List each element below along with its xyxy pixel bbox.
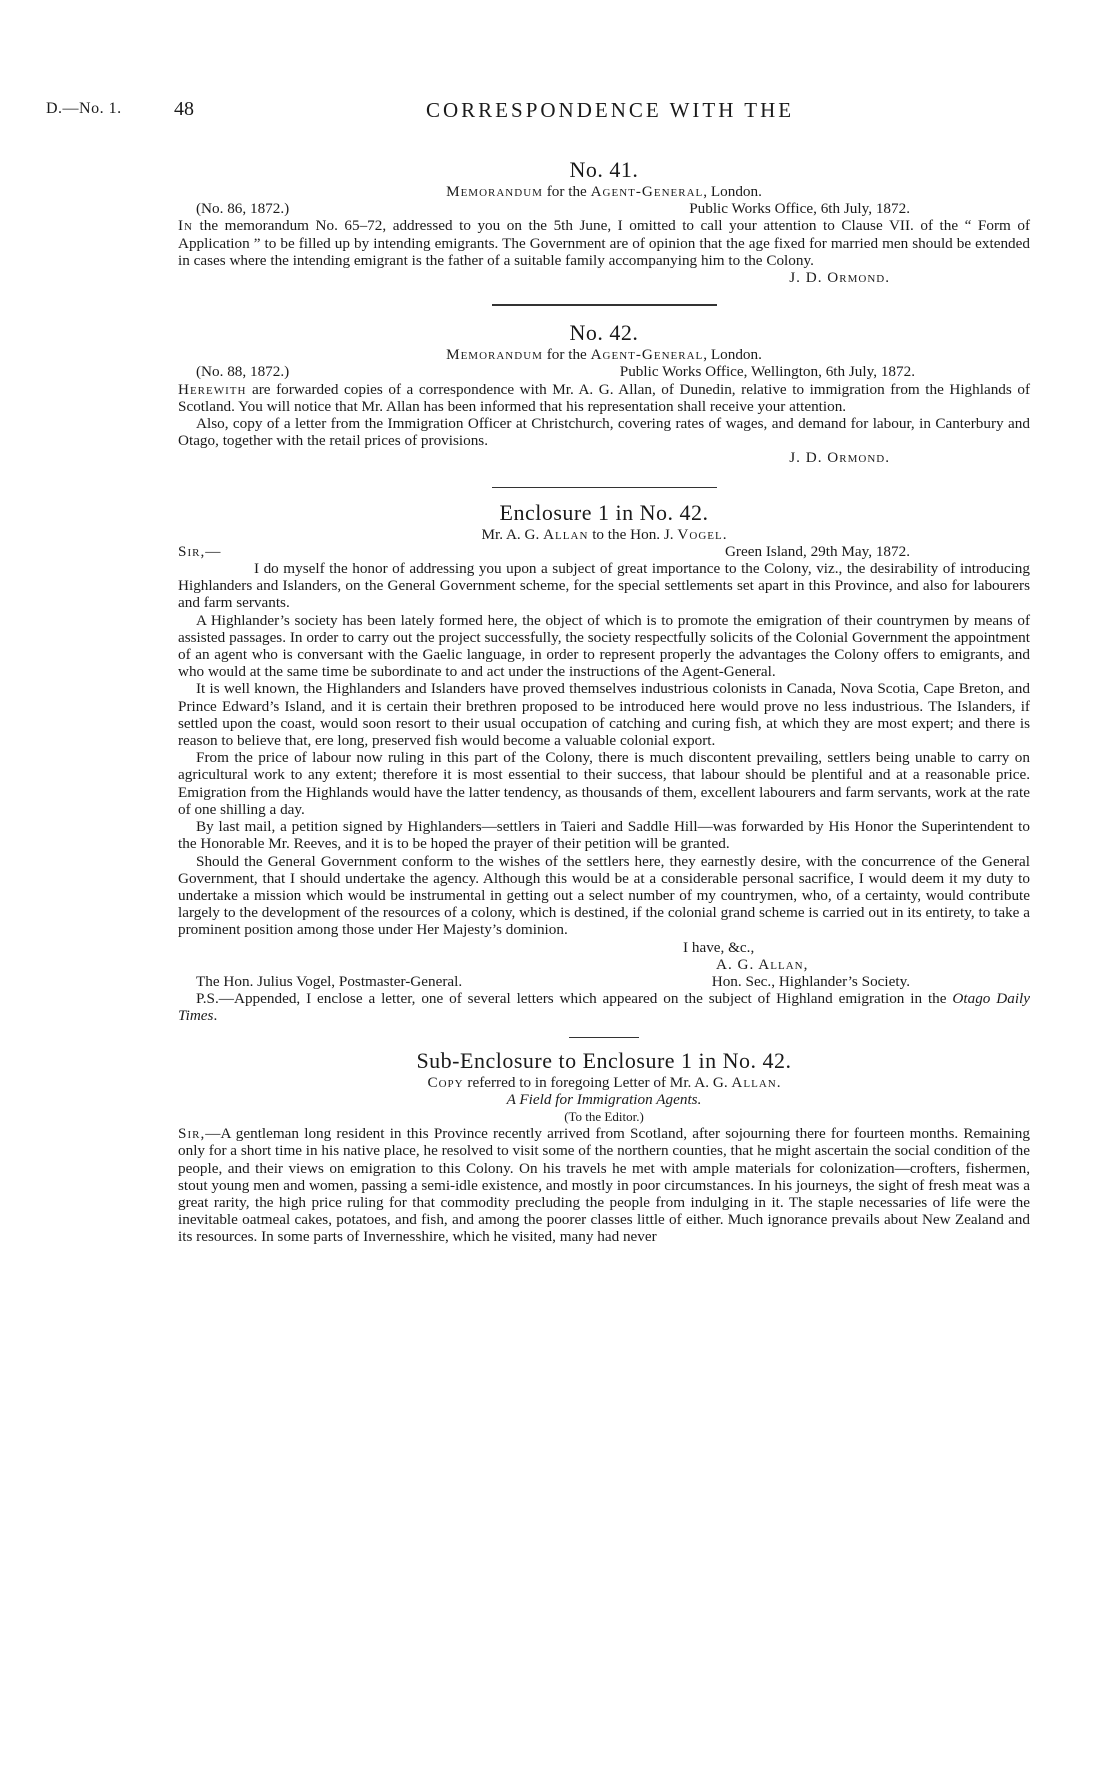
document-reference: D.—No. 1. — [46, 100, 122, 117]
memo-ref: (No. 86, 1872.) — [196, 200, 290, 218]
sub-enclosure — [178, 1048, 1030, 1246]
letter-place-date: Green Island, 29th May, 1872. — [724, 542, 910, 560]
section-divider — [492, 304, 717, 306]
sub-enclosure-heading: Sub-Enclosure to Enclosure 1 in No. 42. — [416, 1047, 792, 1073]
to-editor: (To the Editor.) — [564, 1108, 644, 1124]
letter-addressee: The Hon. Julius Vogel, Postmaster-General. — [196, 972, 463, 990]
memo-signature: J. D. Ormond. — [789, 269, 890, 287]
memo-ref-row — [178, 200, 1030, 217]
section-divider — [492, 487, 717, 488]
letter-signer: A. G. Allan, — [716, 955, 809, 973]
enclosure-from-to: Mr. A. G. Allan to the Hon. J. Vogel. — [481, 525, 727, 543]
enclosure-heading: Enclosure 1 in No. 42. — [499, 499, 709, 525]
letter-paragraph: By last mail, a petition signed by Highlanders—settlers in Taieri and Saddle Hill—was forwarded by His Honor the Superintendent to the Honorable Mr. Reeves, and it is to be hoped the prayer of their petition will be granted. — [178, 818, 1030, 853]
article-body: Sir,—A gentleman long resident in this Province recently arrived from Scotland, after sojourning there for fourteen months. Remaining only for a short time in his native place, he resolved to visit some of the northern counties, that he might ascertain the social condition of the people, and their views on emigration to this Colony. On his travels he met with ample materials for colonization—crofters, fishermen, stout young men and women, passing a semi-idle existence, and mostly in poor circumstances. In his journeys, the sight of fresh meat was a great rarity, the high price ruling for that commodity precluding the people from indulging in it. The staple necessaries of life were the inevitable oatmeal cakes, potatoes, and fish, and among the poorer classes little of either. Much ignorance prevails about New Zealand and its resources. In some parts of Invernesshire, which he visited, many had never — [178, 1125, 1030, 1246]
section-number: No. 42. — [569, 320, 639, 346]
memo-title: Memorandum for the Agent-General, London. — [446, 346, 762, 364]
letter-paragraph: I do myself the honor of addressing you upon a subject of great importance to the Colony, viz., the desirability of introducing Highlanders and Islanders, on the General Government scheme, for the special settlements set apart in this Province, and also for labourers and farm servants. — [178, 560, 1030, 612]
running-title: CORRESPONDENCE WITH THE — [426, 98, 795, 122]
memo-ref-row — [178, 363, 1030, 380]
memo-body: Herewith are forwarded copies of a correspondence with Mr. A. G. Allan, of Dunedin, relative to immigration from the Highlands of Scotland. You will notice that Mr. Allan has been informed that his representation shall receive your attention. — [178, 380, 1030, 415]
letter-paragraph: It is well known, the Highlanders and Islanders have proved themselves industrious colonists in Canada, Nova Scotia, Cape Breton, and Prince Edward’s Island, and it is certain their brethren proposed to be introduced here would prove no less industrious. The Islanders, if settled upon the coast, would soon resort to their usual occupation of catching and curing fish, at which they are most expert; and there is reason to believe that, ere long, preserved fish would become a valuable colonial export. — [178, 680, 1030, 750]
letter-closing: I have, &c., — [683, 938, 755, 956]
memo-signature: J. D. Ormond. — [789, 449, 890, 467]
page-number: 48 — [174, 98, 194, 120]
letter-paragraph: A Highlander’s society has been lately formed here, the object of which is to promote the emigration of their countrymen by means of assisted passages. In order to carry out the project successfully, the society respectfully solicits of the Colonial Government the appointment of an agent who is conversant with the Gaelic language, in order to represent properly the advantages the Colony offers to emigrants, and who would at the same time be subordinate to and act under the instructions of the Agent-General. — [178, 611, 1030, 681]
letter-footer-row — [178, 973, 1030, 990]
copy-reference: Copy referred to in foregoing Letter of Mr. A. G. Allan. — [427, 1073, 781, 1091]
page-header — [46, 98, 1070, 124]
memo-body-2: Also, copy of a letter from the Immigration Officer at Christchurch, covering rates of wages, and demand for labour, in Canterbury and Otago, together with the retail prices of provisions. — [178, 415, 1030, 450]
enclosure-1 — [178, 500, 1030, 1025]
salutation: Sir,— — [178, 542, 222, 560]
section-number: No. 41. — [569, 157, 639, 182]
postscript: P.S.—Appended, I enclose a letter, one of several letters which appeared on the subject of Highland emigration in the Otago Daily Times. — [178, 990, 1030, 1025]
memorandum-no-42 — [178, 320, 1030, 466]
letter-paragraph: Should the General Government conform to the wishes of the settlers here, they earnestly desire, with the concurrence of the General Government, that I should undertake the agency. Although this would be at a considerable personal sacrifice, I would deem it my duty to undertake a mission which would be instrumental in getting out a select number of my countrymen, who, of a certainty, would contribute largely to the development of the resources of a colony, which is destined, if the colonial grand scheme is carried out in its entirety, to take a prominent position among those under Her Majesty’s dominion. — [178, 852, 1030, 939]
page-content — [178, 157, 1030, 1246]
memo-body: In the memorandum No. 65–72, addressed to you on the 5th June, I omitted to call your attention to Clause VII. of the “ Form of Application ” to be filled up by intending emigrants. The Government are of opinion that the age fixed for married men should be extended in cases where the intending emigrant is the father of a suitable family accompanying him to the Colony. — [178, 217, 1030, 269]
memorandum-no-41 — [178, 157, 1030, 286]
letter-header-row — [178, 543, 1030, 560]
memo-ref: (No. 88, 1872.) — [196, 363, 290, 381]
memo-title: Memorandum for the Agent-General, London. — [446, 183, 762, 200]
memo-place-date: Public Works Office, Wellington, 6th July, 1872. — [619, 363, 915, 381]
article-title: A Field for Immigration Agents. — [506, 1090, 702, 1108]
letter-paragraph: From the price of labour now ruling in this part of the Colony, there is much discontent prevailing, settlers being unable to carry on agricultural work to any extent; therefore it is most essential to their success, that labour should be plentiful and at a reasonable price. Emigration from the Highlands would have the latter tendency, as thousands of them, excellent labourers and farm servants, work at the rate of one shilling a day. — [178, 749, 1030, 818]
section-divider — [569, 1037, 639, 1038]
memo-place-date: Public Works Office, 6th July, 1872. — [689, 200, 910, 218]
signer-title: Hon. Sec., Highlander’s Society. — [711, 972, 910, 990]
